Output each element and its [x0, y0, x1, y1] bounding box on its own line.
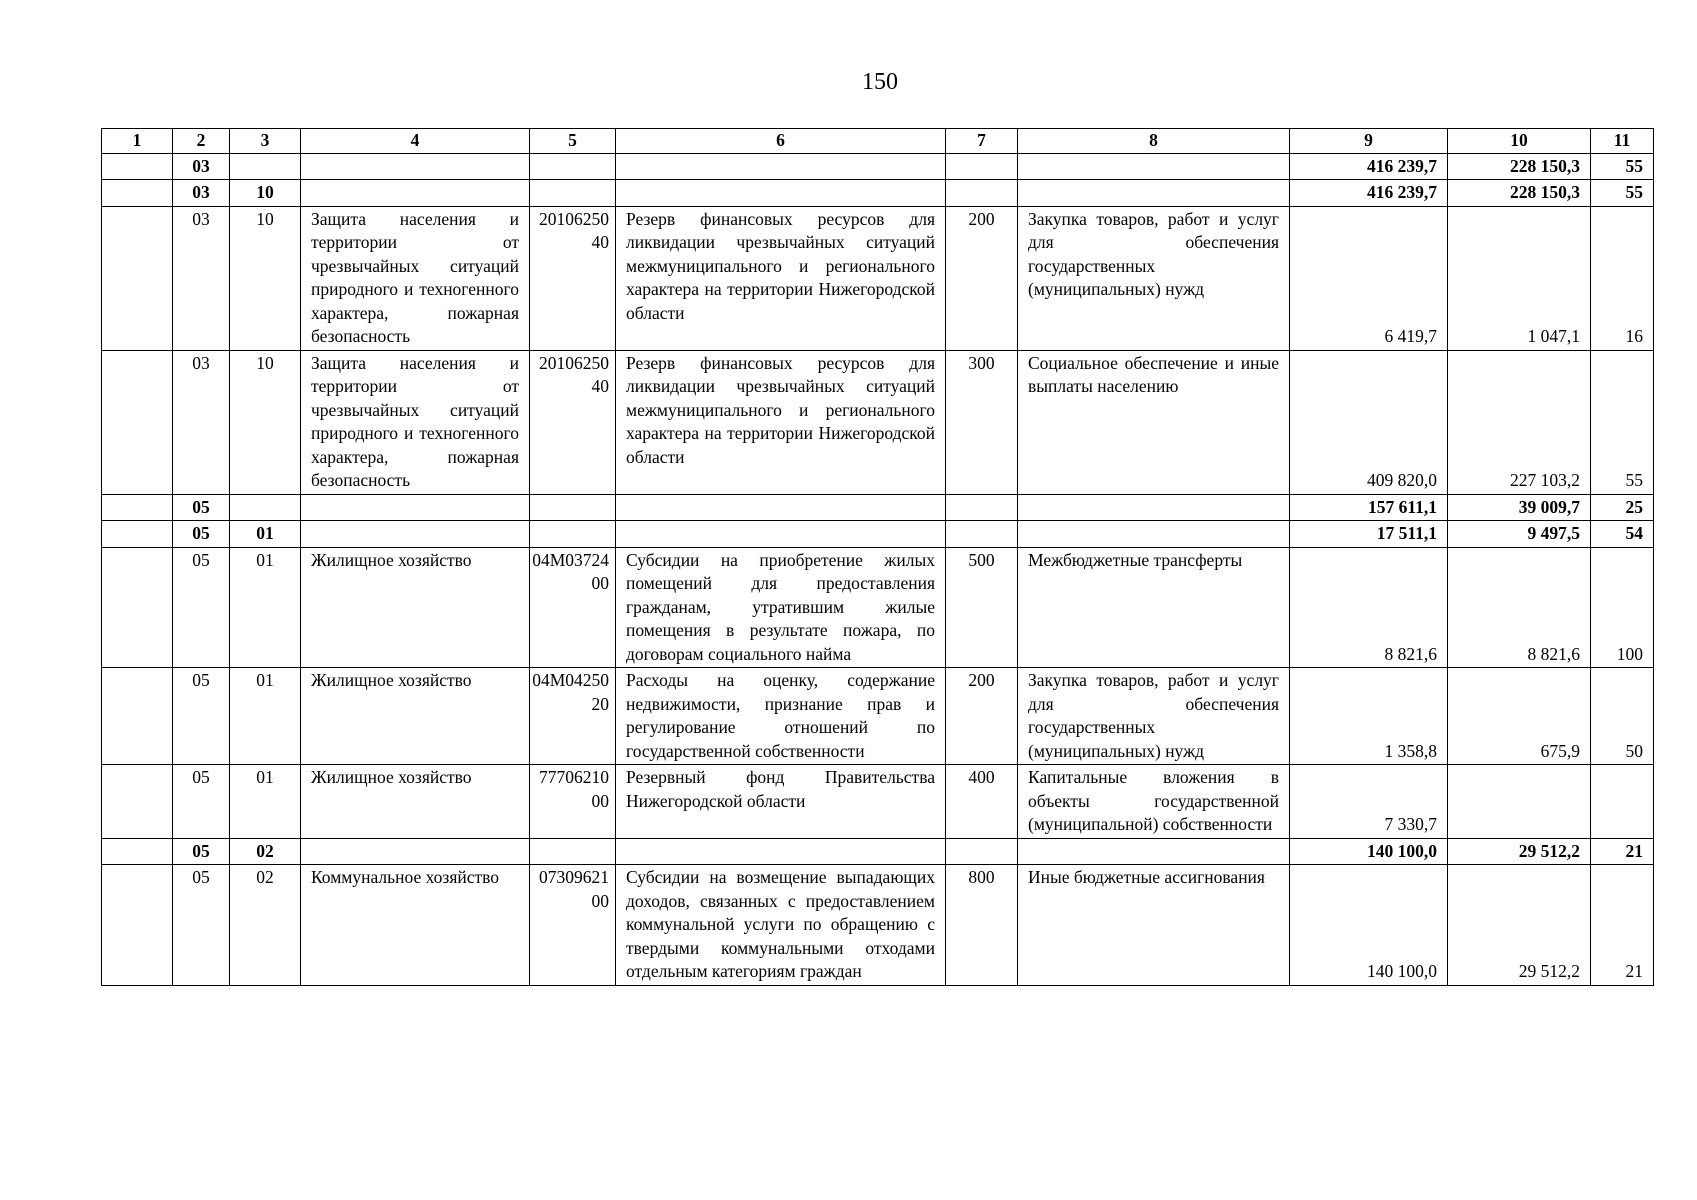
cell-empty — [530, 180, 616, 207]
article-name: Субсидии на возмещение выпадающих доходов, связанных с предоставлением коммунальной услуги по обращению с твердыми коммунальными отходами отдельным категориям граждан — [616, 865, 946, 986]
article-name: Резерв финансовых ресурсов для ликвидации чрезвычайных ситуаций межмуниципального и регионального характера на территории Нижегородской области — [616, 206, 946, 350]
article-name: Резервный фонд Правительства Нижегородской области — [616, 765, 946, 839]
amount-actual: 228 150,3 — [1448, 180, 1591, 207]
expense-type-name: Иные бюджетные ассигнования — [1018, 865, 1290, 986]
header-cell: 3 — [230, 129, 301, 154]
subsection-code: 01 — [230, 765, 301, 839]
subsection-code: 01 — [230, 668, 301, 765]
cell-empty — [946, 838, 1018, 865]
table-row — [102, 180, 1654, 207]
amount-plan: 140 100,0 — [1290, 838, 1448, 865]
cell-empty — [946, 494, 1018, 521]
header-cell: 4 — [301, 129, 530, 154]
amount-actual: 39 009,7 — [1448, 494, 1591, 521]
subsection-code — [230, 494, 301, 521]
article-name: Расходы на оценку, содержание недвижимости, признание прав и регулирование отношений по государственной собственности — [616, 668, 946, 765]
expense-type-code: 500 — [946, 547, 1018, 668]
expense-type-name: Капитальные вложения в объекты государственной (муниципальной) собственности — [1018, 765, 1290, 839]
page-number: 150 — [862, 69, 898, 95]
subsection-code: 10 — [230, 206, 301, 350]
table-row — [102, 547, 1654, 668]
amount-plan: 6 419,7 — [1290, 206, 1448, 350]
cell-empty — [530, 153, 616, 180]
article-name: Резерв финансовых ресурсов для ликвидации чрезвычайных ситуаций межмуниципального и регионального характера на территории Нижегородской области — [616, 350, 946, 494]
section-name: Защита населения и территории от чрезвычайных ситуаций природного и техногенного характера, пожарная безопасность — [301, 206, 530, 350]
cell-empty — [616, 180, 946, 207]
cell-empty — [530, 494, 616, 521]
section-code: 05 — [173, 521, 230, 548]
amount-actual: 1 047,1 — [1448, 206, 1591, 350]
amount-actual: 9 497,5 — [1448, 521, 1591, 548]
target-article-code: 04М0425020 — [530, 668, 616, 765]
amount-actual: 228 150,3 — [1448, 153, 1591, 180]
section-code: 05 — [173, 494, 230, 521]
cell-empty — [616, 494, 946, 521]
amount-plan: 7 330,7 — [1290, 765, 1448, 839]
subsection-code: 02 — [230, 865, 301, 986]
cell-empty — [102, 206, 173, 350]
cell-empty — [1018, 153, 1290, 180]
cell-empty — [102, 547, 173, 668]
header-cell: 10 — [1448, 129, 1591, 154]
amount-plan: 157 611,1 — [1290, 494, 1448, 521]
subsection-code: 02 — [230, 838, 301, 865]
header-cell: 11 — [1591, 129, 1654, 154]
subsection-code: 01 — [230, 521, 301, 548]
subsection-code — [230, 153, 301, 180]
cell-empty — [1018, 838, 1290, 865]
cell-empty — [1018, 521, 1290, 548]
cell-empty — [301, 153, 530, 180]
cell-empty — [102, 494, 173, 521]
percent: 55 — [1591, 350, 1654, 494]
header-cell: 5 — [530, 129, 616, 154]
cell-empty — [616, 153, 946, 180]
expense-type-code: 300 — [946, 350, 1018, 494]
expense-type-name: Межбюджетные трансферты — [1018, 547, 1290, 668]
cell-empty — [102, 668, 173, 765]
percent: 21 — [1591, 865, 1654, 986]
table-row — [102, 350, 1654, 494]
amount-actual: 227 103,2 — [1448, 350, 1591, 494]
header-cell: 6 — [616, 129, 946, 154]
cell-empty — [946, 521, 1018, 548]
subsection-code: 10 — [230, 180, 301, 207]
cell-empty — [301, 494, 530, 521]
amount-plan: 8 821,6 — [1290, 547, 1448, 668]
amount-actual: 675,9 — [1448, 668, 1591, 765]
cell-empty — [301, 838, 530, 865]
cell-empty — [301, 521, 530, 548]
subsection-code: 01 — [230, 547, 301, 668]
cell-empty — [301, 180, 530, 207]
section-name: Жилищное хозяйство — [301, 765, 530, 839]
expense-type-code: 200 — [946, 668, 1018, 765]
table-row — [102, 521, 1654, 548]
section-name: Защита населения и территории от чрезвычайных ситуаций природного и техногенного характера, пожарная безопасность — [301, 350, 530, 494]
target-article-code: 04М0372400 — [530, 547, 616, 668]
expense-type-name: Закупка товаров, работ и услуг для обеспечения государственных (муниципальных) нужд — [1018, 206, 1290, 350]
header-cell: 9 — [1290, 129, 1448, 154]
amount-actual: 8 821,6 — [1448, 547, 1591, 668]
header-cell: 1 — [102, 129, 173, 154]
cell-empty — [946, 180, 1018, 207]
section-name: Жилищное хозяйство — [301, 547, 530, 668]
cell-empty — [102, 153, 173, 180]
cell-empty — [102, 765, 173, 839]
amount-actual: 29 512,2 — [1448, 838, 1591, 865]
cell-empty — [102, 838, 173, 865]
target-article-code: 2010625040 — [530, 350, 616, 494]
section-code: 03 — [173, 153, 230, 180]
section-name: Коммунальное хозяйство — [301, 865, 530, 986]
amount-plan: 416 239,7 — [1290, 153, 1448, 180]
table-row — [102, 494, 1654, 521]
target-article-code: 0730962100 — [530, 865, 616, 986]
section-code: 05 — [173, 838, 230, 865]
header-row — [102, 129, 1654, 154]
expense-type-name: Социальное обеспечение и иные выплаты населению — [1018, 350, 1290, 494]
target-article-code: 2010625040 — [530, 206, 616, 350]
amount-plan: 409 820,0 — [1290, 350, 1448, 494]
subsection-code: 10 — [230, 350, 301, 494]
cell-empty — [102, 350, 173, 494]
section-code: 05 — [173, 668, 230, 765]
percent: 100 — [1591, 547, 1654, 668]
percent: 25 — [1591, 494, 1654, 521]
table-row — [102, 865, 1654, 986]
cell-empty — [102, 521, 173, 548]
section-name: Жилищное хозяйство — [301, 668, 530, 765]
header-cell: 8 — [1018, 129, 1290, 154]
target-article-code: 7770621000 — [530, 765, 616, 839]
amount-plan: 1 358,8 — [1290, 668, 1448, 765]
cell-empty — [530, 521, 616, 548]
amount-actual: 29 512,2 — [1448, 865, 1591, 986]
budget-table — [101, 128, 1654, 986]
cell-empty — [102, 865, 173, 986]
header-cell: 2 — [173, 129, 230, 154]
section-code: 05 — [173, 865, 230, 986]
expense-type-code: 800 — [946, 865, 1018, 986]
table-row — [102, 838, 1654, 865]
expense-type-name: Закупка товаров, работ и услуг для обеспечения государственных (муниципальных) нужд — [1018, 668, 1290, 765]
percent: 50 — [1591, 668, 1654, 765]
expense-type-code: 400 — [946, 765, 1018, 839]
section-code: 03 — [173, 206, 230, 350]
header-cell: 7 — [946, 129, 1018, 154]
cell-empty — [102, 180, 173, 207]
cell-empty — [1018, 494, 1290, 521]
article-name: Субсидии на приобретение жилых помещений для предоставления гражданам, утратившим жилые помещения в результате пожара, по договорам социального найма — [616, 547, 946, 668]
amount-plan: 416 239,7 — [1290, 180, 1448, 207]
amount-actual — [1448, 765, 1591, 839]
section-code: 05 — [173, 765, 230, 839]
percent — [1591, 765, 1654, 839]
cell-empty — [946, 153, 1018, 180]
percent: 21 — [1591, 838, 1654, 865]
percent: 54 — [1591, 521, 1654, 548]
section-code: 05 — [173, 547, 230, 668]
table-row — [102, 668, 1654, 765]
cell-empty — [616, 838, 946, 865]
amount-plan: 140 100,0 — [1290, 865, 1448, 986]
table-row — [102, 153, 1654, 180]
expense-type-code: 200 — [946, 206, 1018, 350]
cell-empty — [1018, 180, 1290, 207]
table-row — [102, 765, 1654, 839]
cell-empty — [530, 838, 616, 865]
percent: 55 — [1591, 153, 1654, 180]
section-code: 03 — [173, 180, 230, 207]
cell-empty — [616, 521, 946, 548]
table-row — [102, 206, 1654, 350]
amount-plan: 17 511,1 — [1290, 521, 1448, 548]
percent: 16 — [1591, 206, 1654, 350]
percent: 55 — [1591, 180, 1654, 207]
section-code: 03 — [173, 350, 230, 494]
